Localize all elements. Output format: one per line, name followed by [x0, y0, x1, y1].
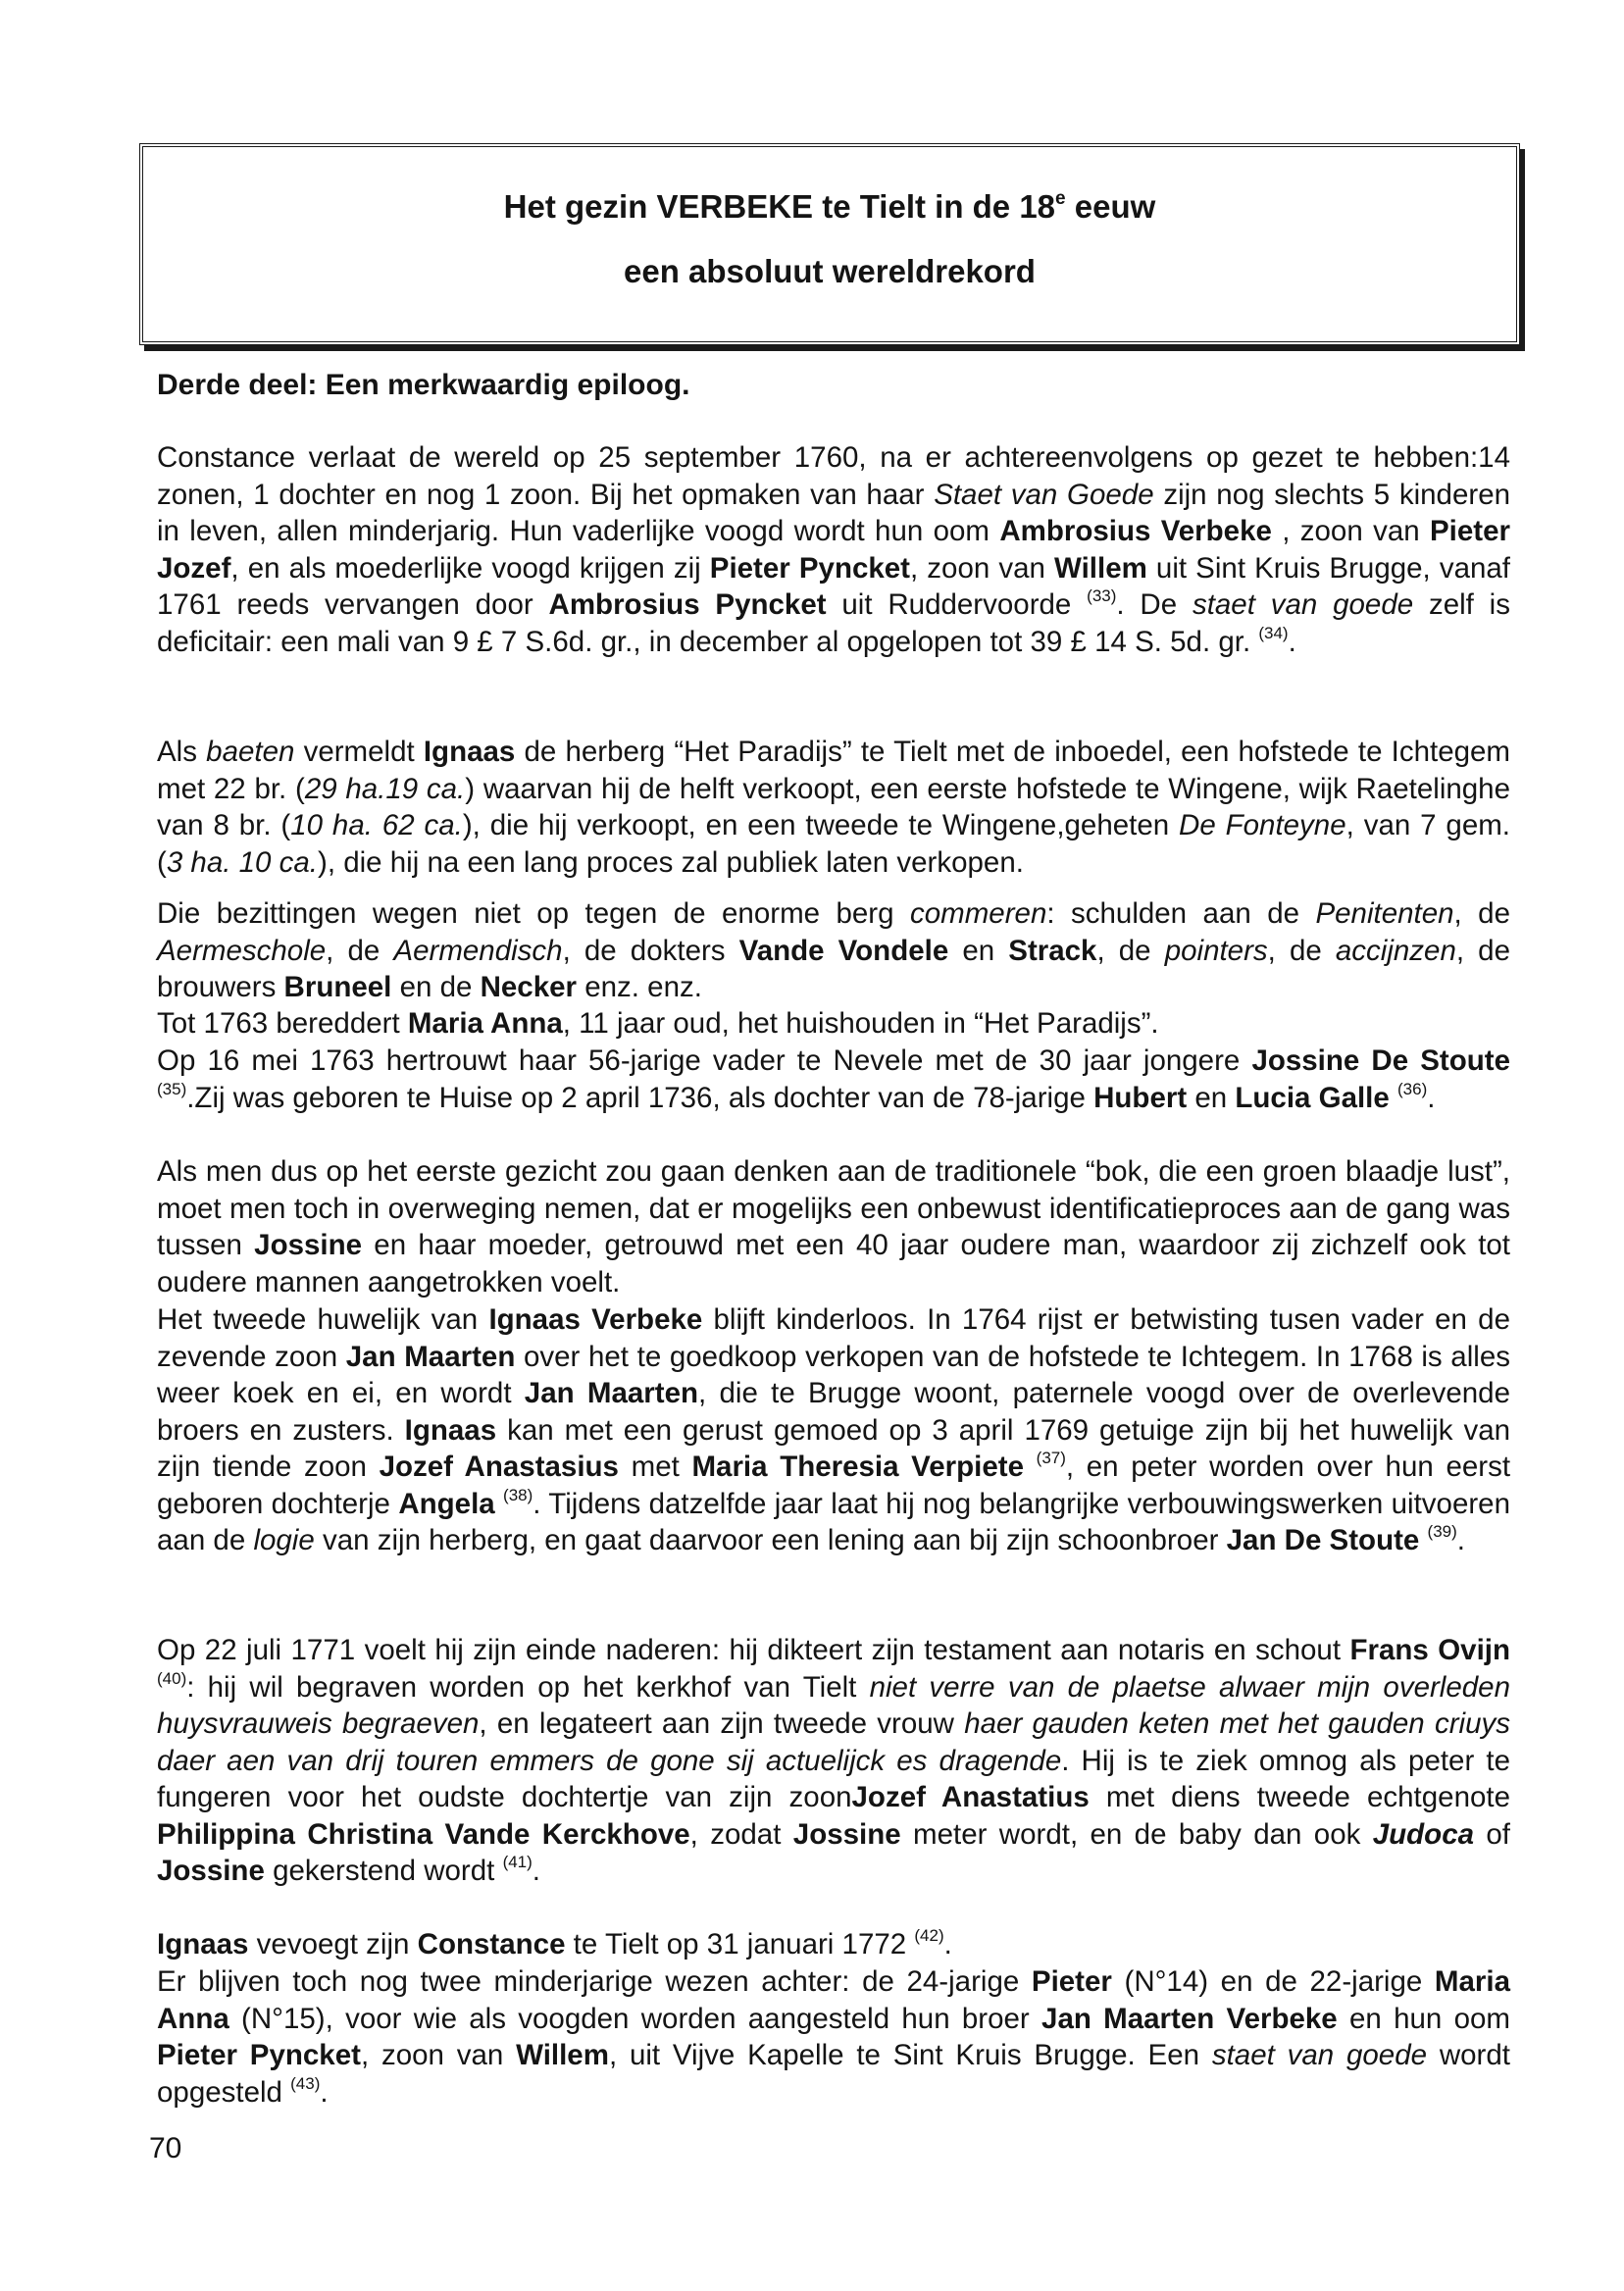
- text-run: Hubert: [1093, 1081, 1188, 1114]
- text-run: (N°15), voor wie als voogden worden aangesteld hun broer: [228, 2002, 1042, 2035]
- text-run: (N°14) en de 22-jarige: [1111, 1965, 1435, 1998]
- text-run: staet van goede: [1211, 2039, 1428, 2071]
- paragraph-10: [157, 1963, 1510, 2111]
- text-run: ), die hij na een lang proces zal publiek laten verkopen.: [318, 845, 1024, 879]
- text-run: , de: [326, 934, 394, 967]
- text-run: Er blijven toch nog twee minderjarige wezen achter: de 24-jarige: [157, 1965, 1032, 1998]
- text-run: Tot 1763 bereddert: [157, 1007, 408, 1040]
- text-run: Jan Maarten: [345, 1340, 516, 1373]
- text-run: en hun oom: [1337, 2002, 1510, 2035]
- text-run: Willem: [1054, 551, 1147, 585]
- text-run: vevoegt zijn: [248, 1928, 418, 1960]
- text-run: 10 ha. 62 ca.: [290, 809, 463, 841]
- text-run: Vande Vondele: [738, 934, 949, 967]
- footnote-ref: (43): [290, 2073, 321, 2093]
- text-run: Die bezittingen wegen niet op tegen de enorme berg: [157, 897, 910, 930]
- text-run: zijn nog slechts 5 kinderen in leven, allen minderjarig. Hun vaderlijke voogd wordt hun oom: [157, 478, 1511, 547]
- text-run: , die te Brugge woont, paternele voogd over de overlevende broers en zusters.: [157, 1377, 1510, 1447]
- footnote-ref: (37): [1036, 1449, 1066, 1467]
- text-run: .: [1427, 1081, 1436, 1114]
- text-run: , de: [1267, 934, 1336, 967]
- footnote-ref: (38): [503, 1485, 533, 1504]
- text-run: accijnzen: [1335, 934, 1456, 967]
- text-run: Ignaas: [423, 736, 516, 768]
- text-run: Willem: [516, 2039, 609, 2071]
- text-run: meter wordt, en de baby dan ook: [900, 1817, 1373, 1851]
- text-run: Jossine: [157, 1855, 265, 1887]
- text-run: , 11 jaar oud, het huishouden in “Het Paradijs”.: [562, 1007, 1159, 1040]
- text-run: .: [943, 1928, 952, 1960]
- text-run: Angela: [398, 1487, 495, 1520]
- text-run: Strack: [1008, 934, 1097, 967]
- text-run: staet van goede: [1192, 588, 1414, 621]
- text-run: en haar moeder, getrouwd met een 40 jaar oudere man, waardoor zij zichzelf ook tot oudere mannen aangetrokken voelt.: [157, 1229, 1510, 1298]
- text-run: Pieter Pyncket: [709, 551, 911, 585]
- text-run: Pieter: [1031, 1965, 1112, 1998]
- footnote-ref: (42): [914, 1926, 944, 1945]
- text-run: Aermeschole: [157, 934, 327, 967]
- text-run: van zijn herberg, en gaat daarvoor een lening aan bij zijn schoonbroer: [314, 1524, 1227, 1556]
- text-run: en: [1187, 1081, 1236, 1114]
- text-run: Jozef Anastatius: [851, 1781, 1090, 1813]
- paragraph-8: [157, 1632, 1510, 1890]
- paragraph-3: [157, 895, 1510, 1006]
- text-run: Pieter Jozef: [157, 515, 1510, 585]
- text-run: Als: [157, 736, 207, 768]
- text-run: of: [1474, 1817, 1510, 1851]
- footnote-ref: (34): [1258, 623, 1289, 642]
- text-run: , zoon van: [1271, 515, 1430, 547]
- title-superscript: e: [1055, 188, 1066, 209]
- text-run: Jossine: [792, 1817, 901, 1851]
- text-run: Maria Theresia Verpiete: [691, 1451, 1024, 1483]
- text-run: ), die hij verkoopt, en een tweede te Wingene,geheten: [462, 809, 1180, 841]
- text-run: Ignaas: [404, 1413, 497, 1447]
- text-run: Op 16 mei 1763 hertrouwt haar 56-jarige vader te Nevele met de 30 jaar jongere: [157, 1044, 1252, 1077]
- text-run: Jan Maarten Verbeke: [1041, 2002, 1338, 2035]
- footnote-ref: (33): [1087, 586, 1117, 605]
- text-run: Bruneel: [283, 971, 392, 1003]
- footnote-ref: (41): [502, 1853, 533, 1871]
- text-run: [1390, 1082, 1397, 1114]
- paragraph-6: [157, 1153, 1510, 1300]
- title-text: Het gezin VERBEKE te Tielt in de 18: [503, 188, 1056, 225]
- text-run: Aermendisch: [393, 934, 563, 967]
- text-run: De Fonteyne: [1179, 809, 1346, 841]
- text-run: Maria Anna: [157, 1965, 1510, 2035]
- text-run: haer gauden keten met het gauden criuys daer aen van drij touren emmers de gone sij actuelijck es dragende: [157, 1707, 1510, 1777]
- text-run: Philippina Christina Vande Kerckhove: [157, 1817, 690, 1851]
- title-tail: eeuw: [1065, 188, 1156, 225]
- text-run: pointers: [1164, 934, 1268, 967]
- text-run: en: [948, 934, 1009, 967]
- text-run: blijft kinderloos. In 1764 rijst er betwisting tusen vader en de zevende zoon: [157, 1303, 1510, 1373]
- text-run: wordt opgesteld: [157, 2039, 1510, 2109]
- text-run: niet verre van de plaetse alwaer mijn overleden huysvrauweis begraeven: [157, 1670, 1510, 1740]
- text-run: 29 ha.19 ca.: [304, 772, 466, 805]
- text-run: , de: [1453, 897, 1510, 930]
- text-run: . Hij is te ziek omnog als peter te fungeren voor het oudste dochtertje van zijn zoon: [157, 1744, 1511, 1813]
- text-run: , de brouwers: [157, 934, 1510, 1003]
- text-run: , en als moederlijke voogd krijgen zij: [230, 551, 710, 585]
- paragraph-2: [157, 734, 1510, 881]
- text-run: , zodat: [689, 1817, 793, 1851]
- text-run: te Tielt op 31 januari 1772: [565, 1928, 915, 1960]
- page-title: [143, 188, 1516, 226]
- text-run: , zoon van: [910, 551, 1055, 585]
- text-run: Staet van Goede: [934, 478, 1154, 511]
- text-run: Ambrosius Pyncket: [548, 588, 827, 621]
- text-run: met: [618, 1451, 692, 1483]
- text-run: , de dokters: [562, 934, 739, 967]
- text-run: Maria Anna: [407, 1007, 563, 1040]
- text-run: kan met een gerust gemoed op 3 april 1769 getuige zijn bij het huwelijk van zijn tiende zoon: [157, 1413, 1511, 1483]
- text-run: commeren: [910, 897, 1047, 930]
- text-run: Als men dus op het eerste gezicht zou gaan denken aan de traditionele “bok, die een groen blaadje lust”, moet men toch in overweging nemen, dat er mogelijks een onbewust identificatieproces aan de gang was tussen: [157, 1155, 1510, 1261]
- text-run: en de: [391, 971, 481, 1003]
- text-run: uit Ruddervoorde: [826, 588, 1088, 621]
- text-run: Jan Maarten: [524, 1377, 699, 1409]
- text-run: zelf is deficitair: een mali van 9 £ 7 S.6d. gr., in december al opgelopen tot 39 £ 14 S. 5d. gr.: [157, 588, 1510, 658]
- text-run: : hij wil begraven worden op het kerkhof van Tielt: [186, 1670, 870, 1704]
- text-run: baeten: [206, 736, 295, 768]
- footnote-ref: (40): [157, 1668, 187, 1688]
- title-box: [139, 143, 1520, 345]
- text-run: , van 7 gem. (: [157, 809, 1511, 879]
- text-run: , zoon van: [360, 2039, 517, 2071]
- text-run: Pieter Pyncket: [157, 2039, 361, 2071]
- text-run: Ignaas Verbeke: [488, 1303, 703, 1336]
- paragraph-4: [157, 1005, 1510, 1043]
- text-run: Ignaas: [157, 1928, 249, 1960]
- text-run: .: [1456, 1524, 1465, 1556]
- text-run: Necker: [480, 971, 578, 1003]
- text-run: .: [320, 2075, 329, 2109]
- text-run: over het te goedkoop verkopen van de hofstede te Ichtegem. In 1768 is alles weer koek en ei, en wordt: [157, 1340, 1510, 1409]
- text-run: de herberg “Het Paradijs” te Tielt met de inboedel, een hofstede te Ichtegem met 22 br. (: [157, 736, 1510, 805]
- text-run: Penitenten: [1315, 897, 1454, 930]
- text-run: Jossine De Stoute: [1251, 1044, 1511, 1077]
- text-run: , en peter worden over hun eerst geboren dochterje: [157, 1451, 1511, 1520]
- text-run: uit Sint Kruis Brugge, vanaf 1761 reeds vervangen door: [157, 551, 1510, 621]
- text-run: [1419, 1524, 1427, 1556]
- text-run: ) waarvan hij de helft verkoopt, een eerste hofstede te Wingene, wijk Raetelinghe van 8 br. (: [157, 772, 1510, 841]
- page-subtitle: een absoluut wereldrekord: [624, 253, 1036, 289]
- text-run: [1024, 1451, 1037, 1483]
- text-run: vermeldt: [294, 736, 424, 768]
- text-run: , uit Vijve Kapelle te Sint Kruis Brugge. Een: [608, 2039, 1212, 2071]
- text-run: : schulden aan de: [1046, 897, 1316, 930]
- text-run: 3 ha. 10 ca.: [166, 845, 318, 879]
- text-run: Constance verlaat de wereld op 25 september 1760, na er achtereenvolgens op gezet te hebben:14 zonen, 1 dochter en nog 1 zoon. Bij het opmaken van haar: [157, 441, 1510, 511]
- paragraph-1: [157, 439, 1510, 660]
- text-run: gekerstend wordt: [264, 1855, 503, 1887]
- text-run: , en legateert aan zijn tweede vrouw: [479, 1707, 965, 1740]
- text-run: Judoca: [1372, 1817, 1475, 1851]
- footnote-ref: (39): [1427, 1522, 1457, 1541]
- page-number: 70: [149, 2132, 182, 2164]
- text-run: logie: [253, 1524, 315, 1556]
- text-run: Jossine: [254, 1229, 363, 1261]
- text-run: Lucia Galle: [1235, 1081, 1390, 1114]
- paragraph-7: [157, 1301, 1510, 1559]
- section-heading: Derde deel: Een merkwaardig epiloog.: [157, 369, 690, 401]
- footnote-ref: (35): [157, 1079, 187, 1098]
- paragraph-5: [157, 1043, 1510, 1116]
- text-run: . De: [1116, 588, 1193, 621]
- text-run: met diens tweede echtgenote: [1089, 1781, 1510, 1813]
- text-run: . Tijdens datzelfde jaar laat hij nog belangrijke verbouwingswerken uitvoeren aan de: [157, 1487, 1510, 1556]
- text-run: Jan De Stoute: [1226, 1524, 1420, 1556]
- paragraph-9: [157, 1926, 1510, 1963]
- text-run: .: [1288, 625, 1296, 658]
- text-run: enz. enz.: [577, 971, 702, 1003]
- text-run: Ambrosius Verbeke: [999, 515, 1272, 547]
- text-run: [495, 1488, 503, 1520]
- text-run: .: [532, 1855, 540, 1887]
- text-run: Constance: [417, 1928, 566, 1960]
- text-run: Het tweede huwelijk van: [157, 1303, 489, 1336]
- text-run: Op 22 juli 1771 voelt hij zijn einde naderen: hij dikteert zijn testament aan notaris en schout: [157, 1634, 1350, 1666]
- text-run: Frans Ovijn: [1349, 1634, 1510, 1666]
- text-run: .Zij was geboren te Huise op 2 april 1736, als dochter van de 78-jarige: [186, 1081, 1094, 1114]
- footnote-ref: (36): [1397, 1079, 1428, 1098]
- text-run: , de: [1096, 934, 1165, 967]
- text-run: Jozef Anastasius: [379, 1451, 619, 1483]
